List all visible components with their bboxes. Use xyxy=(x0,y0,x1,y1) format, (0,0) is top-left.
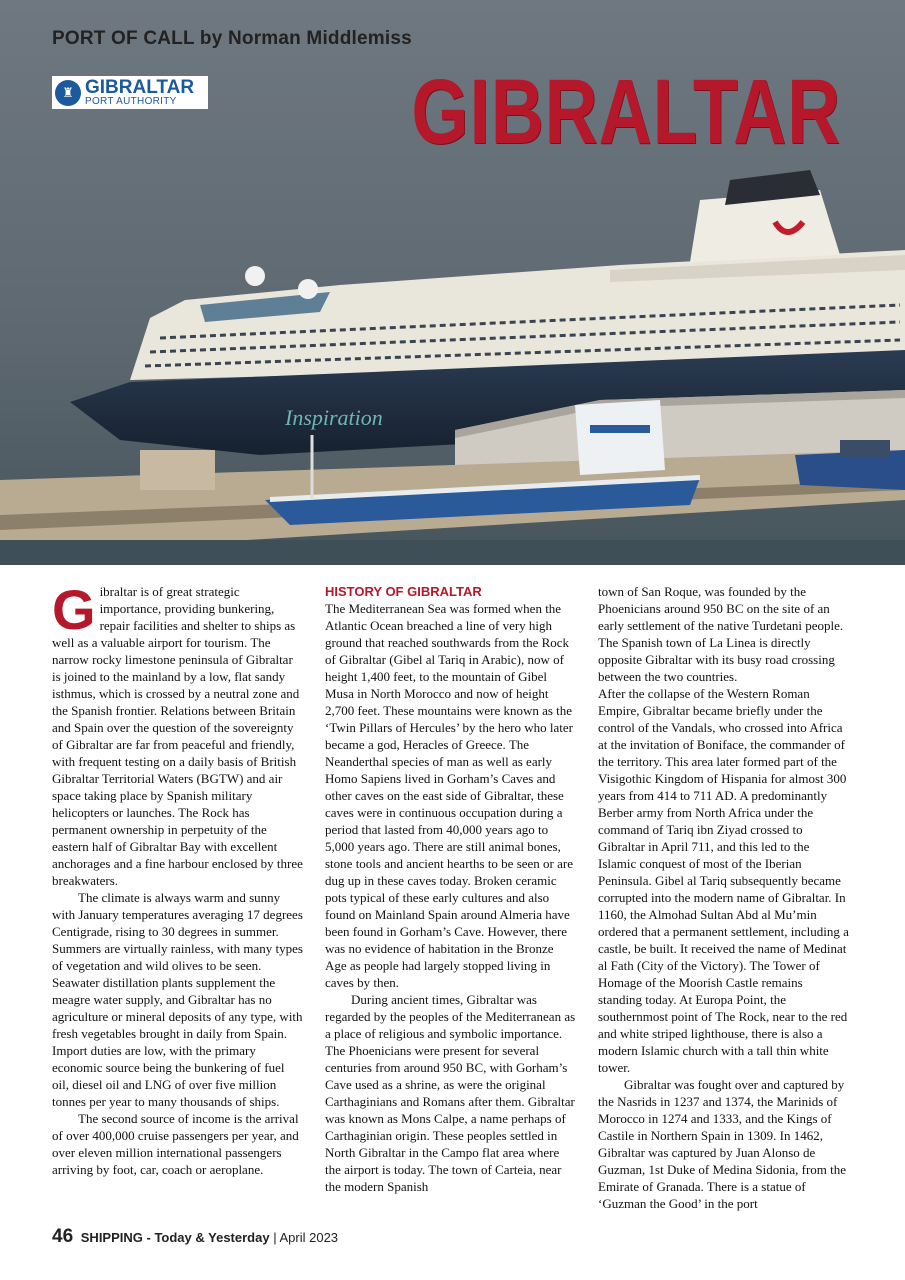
footer-separator: | xyxy=(273,1230,277,1245)
article-paragraph: Gibraltar was fought over and captured by the Nasrids in 1237 and 1374, the Marinids of Morocco in 1274 and 1333, and the Kings of Castile in Northern Spain in 1309. In 1462, Gibraltar was captured by Juan Alonso de Guzman, 1st Duke of Medina Sidonia, from the Emirate of Granada. There is a statue of ‘Guzman the Good’ in the port xyxy=(598,1077,847,1211)
article-paragraph: The climate is always warm and sunny with January temperatures averaging 17 degrees Centigrade, rising to 30 degrees in summer. Summers are virtually rainless, with many types of vegetation and wild olives to be seen. Seawater distillation plants supplement the meagre water supply, and Gibraltar has no agriculture or mineral deposits of any type, with fresh vegetables brought in daily from Spain. Import duties are low, with the primary economic source being the bunkering of fuel oil, diesel oil and LNG of over five million tonnes per year to many thousands of ships. xyxy=(52,890,303,1109)
logo-name: GIBRALTAR xyxy=(85,77,195,98)
issue-date: April 2023 xyxy=(279,1230,339,1245)
drop-cap: G xyxy=(52,578,96,641)
article-paragraph: town of San Roque, was founded by the Phoenicians around 950 BC on the site of an early settlement of the native Turdetani people. The Spanish town of La Linea is directly opposite Gibraltar with its busy road crossing between the two countries. xyxy=(598,584,844,684)
byline-header: PORT OF CALL by Norman Middlemiss xyxy=(52,28,412,49)
article-paragraph xyxy=(52,578,303,889)
article-column-1 xyxy=(52,578,303,1178)
article-paragraph: After the collapse of the Western Roman Empire, Gibraltar became briefly under the control of the Vandals, who crossed into Africa at the invitation of Boniface, the commander of the territory. This area later formed part of the Visigothic Kingdom of Hispania for almost 300 years from 414 to 711 AD. A predominantly Berber army from North Africa under the command of Tariq ibn Ziyad crossed to Gibraltar in April 711, and this led to the Islamic conquest of most of the Iberian Peninsula. Gibel al Tariq subsequently became corrupted into the modern name of Gibraltar. In 1160, the Almohad Sultan Abd al Mu’min ordered that a permanent settlement, including a castle, be built. It received the name of Medinat al Fath (City of the Victory). The Tower of Homage of the Moorish Castle remains standing today. At Europa Point, the southernmost point of The Rock, near to the red and white striped lighthouse, there is also a modern Islamic church with a tall thin white tower. xyxy=(598,686,849,1075)
port-authority-crest-icon: ♜ xyxy=(55,80,81,106)
page-number: 46 xyxy=(52,1226,74,1247)
ship-name-label: Inspiration xyxy=(285,405,383,430)
publication-name: SHIPPING - Today & Yesterday xyxy=(80,1230,270,1245)
logo-subtitle: PORT AUTHORITY xyxy=(85,96,177,107)
article-column-3 xyxy=(598,583,849,1212)
section-heading: HISTORY OF GIBRALTAR xyxy=(325,584,482,599)
article-paragraph: During ancient times, Gibraltar was regarded by the peoples of the Mediterranean as a place of religious and symbolic importance. The Phoenicians were present for several centuries from around 950 BC, with Gorham’s Cave used as a shrine, as were the original Carthaginians and Romans after them. Gibraltar was known as Mons Calpe, a name perhaps of Carthaginian origin. These peoples settled in North Gibraltar in the Campo flat area where the airport is today. The town of Carteia, near the modern Spanish xyxy=(325,992,576,1194)
port-authority-logo xyxy=(52,76,208,109)
page-title: GIBRALTAR xyxy=(411,61,841,163)
article-body xyxy=(52,578,852,1211)
article-paragraph: The Mediterranean Sea was formed when the Atlantic Ocean breached a line of very high ground that reached southwards from the Rock of Gibraltar (Gibel al Tariq in Arabic), now of height 1,400 feet, to the mountain of Gibel Musa in North Morocco and now of height 2,700 feet. These mountains were known as the ‘Twin Pillars of Hercules’ by the hero who later became a god, Heracles of Greece. The Neanderthal species of man as well as early Homo Sapiens lived in Gorham’s Caves and other caves on the east side of Gibraltar, these caves were in continuous occupation during a period that lasted from 40,000 years ago to 5,000 years ago. There are still animal bones, stone tools and ancient hearths to be seen or are dug up in these caves today. Broken ceramic pots typical of these early cultures and also found on Mainland Spain around Almeria have been found in Gorham’s Cave. However, there was no evidence of habitation in the Bronze Age as people had largely stopped living in caves by then. xyxy=(325,601,573,990)
page-footer xyxy=(52,1226,338,1248)
article-column-2 xyxy=(325,583,576,1195)
paragraph-text: ibraltar is of great strategic importance, providing bunkering, repair facilities and shelter to ships as well as a valuable airport for tourism. The narrow rocky limestone peninsula of Gibraltar is joined to the mainland by a low, flat sandy isthmus, which is crossed by a neutral zone and the Spanish frontier. Relations between Britain and Spain over the question of the sovereignty of Gibraltar are far from peaceful and friendly, with frequent testing on a daily basis of British Gibraltar Territorial Waters (BGTW) and air space taking place by Spanish military helicopters or launches. The Rock has permanent ownership in perpetuity of the eastern half of Gibraltar Bay with excellent anchorages and a fine harbour enclosed by three breakwaters. xyxy=(52,584,303,888)
article-paragraph: The second source of income is the arrival of over 400,000 cruise passengers per year, and over eleven million international passengers arriving by foot, car, coach or aeroplane. xyxy=(52,1111,299,1177)
